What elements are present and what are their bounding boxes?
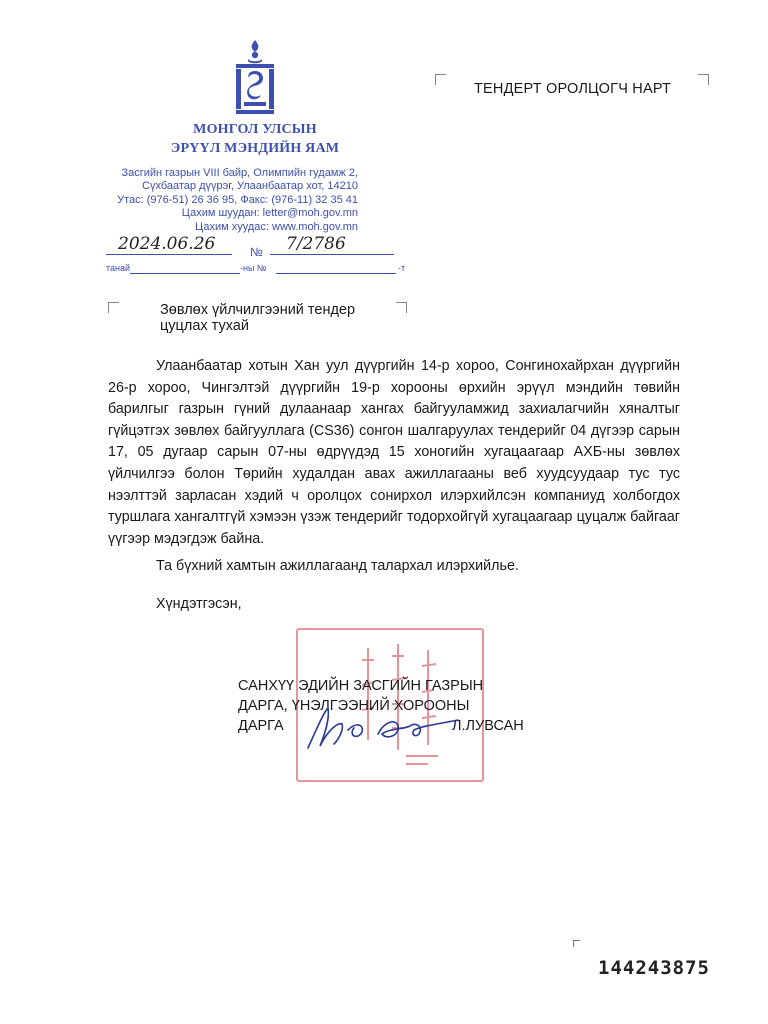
document-number: 144243875 — [598, 957, 710, 979]
signatory-title-line3: ДАРГА — [238, 718, 284, 734]
website-line: Цахим хуудас: www.moh.gov.mn — [194, 220, 358, 233]
number-label: № — [250, 245, 263, 259]
date-underline — [106, 254, 232, 255]
signatory-name: Л.ЛУВСАН — [452, 718, 524, 734]
corner-mark — [108, 302, 119, 313]
corner-mark — [435, 74, 446, 85]
reply-number-line — [276, 273, 396, 274]
signatory-title-line2: ДАРГА, ҮНЭЛГЭЭНИЙ ХОРООНЫ — [238, 698, 470, 714]
reply-prefix: танай — [106, 263, 131, 273]
reply-middle: -ны № — [240, 263, 267, 273]
reply-suffix: -т — [398, 263, 406, 273]
address-block — [100, 167, 358, 234]
org-name-line2: ЭРҮҮЛ МЭНДИЙН ЯАМ — [170, 141, 340, 156]
letter-number: 7/2786 — [286, 234, 346, 254]
subject-line1: Зөвлөх үйлчилгээний тендер — [160, 302, 356, 318]
corner-mark — [573, 940, 580, 947]
address-line: Сүхбаатар дүүрэг, Улаанбаатар хот, 14210 — [142, 180, 358, 193]
reply-date-line — [130, 273, 240, 274]
subject-line2: цуцлах тухай — [160, 318, 249, 334]
closing-salutation: Хүндэтгэсэн, — [156, 596, 242, 612]
phone-fax-line: Утас: (976-51) 26 36 95, Факс: (976-11) 32 35 41 — [117, 193, 358, 206]
signatory-title-line1: САНХҮҮ ЭДИЙН ЗАСГИЙН ГАЗРЫН — [238, 678, 484, 694]
soyombo-emblem-icon — [232, 38, 278, 116]
handwritten-signature-icon — [298, 700, 488, 755]
thanks-paragraph: Та бүхний хамтын ажиллагаанд талархал илэрхийлье. — [156, 558, 519, 574]
number-underline — [270, 254, 394, 255]
corner-mark — [396, 302, 407, 313]
letter-date: 2024.06.26 — [118, 234, 216, 254]
email-line: Цахим шуудан: letter@moh.gov.mn — [181, 207, 358, 220]
org-name-line1: МОНГОЛ УЛСЫН — [193, 122, 317, 137]
corner-mark — [698, 74, 709, 85]
body-paragraph: Улаанбаатар хотын Хан уул дүүргийн 14-р хороо, Сонгинохайрхан дүүргийн 26-р хороо, Чингэлтэй дүүргийн 19-р хорооны өрхийн эрүүл мэндийн төвийн барилгыг газрын гүний дулаанаар хангах байгууламжид захиалагчийн хяналтыг гүйцэтгэх зөвлөх байгууллага (CS36) сонгон шалгаруулах тендерийг 04 дүгээр сарын 17, 05 дугаар сарын 07-ны өдрүүдэд 15 хоногийн хугацаагаар АХБ-ны зөвлөх үйлчилгээ болон Төрийн худалдан авах ажиллагааны веб хуудсуудаар тус тус нээлттэй зарласан хэдий ч оролцох сонирхол илэрхийлсэн компаниуд холбогдох туршлага хангалтгүй хэмээн үзэж тендерийг тодорхойгүй хугацаагаар цуцалж байгааг үүгээр мэдэгдэж байна. — [108, 358, 680, 547]
recipient: ТЕНДЕРТ ОРОЛЦОГЧ НАРТ — [474, 81, 672, 97]
address-line: Засгийн газрын VIII байр, Олимпийн гудамж 2, — [121, 167, 358, 179]
